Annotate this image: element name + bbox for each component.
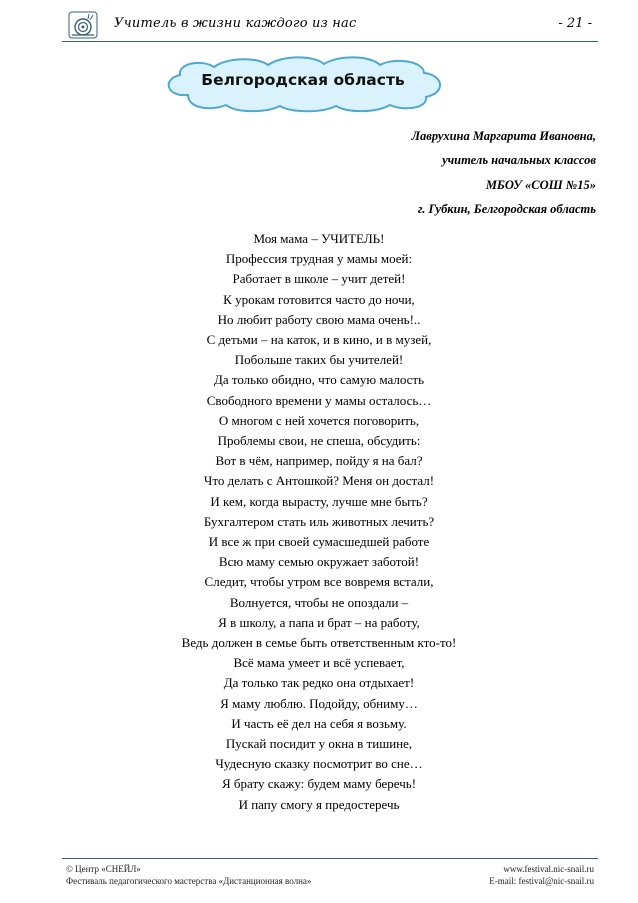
page-number: - 21 - <box>558 16 592 31</box>
poem-line: И часть её дел на себя я возьму. <box>231 715 407 731</box>
poem-line: Да только обидно, что самую малость <box>213 372 425 388</box>
poem-line: Вот в чём, например, пойду я на бал? <box>215 453 423 469</box>
author-city: г. Губкин, Белгородская область <box>417 202 596 217</box>
footer-right <box>489 863 594 887</box>
poem-line: Пускай посидит у окна в тишине, <box>225 736 413 752</box>
poem-line: Побольше таких бы учителей! <box>234 352 404 368</box>
header-divider <box>62 41 598 42</box>
poem-line: Профессия трудная у мамы моей: <box>225 251 413 267</box>
footer-festival: Фестиваль педагогического мастерства «Дистанционная волна» <box>66 876 312 886</box>
poem-line: Да только так редко она отдыхает! <box>223 675 415 691</box>
poem-line: И кем, когда вырасту, лучше мне быть? <box>210 493 428 509</box>
footer-email-link[interactable]: E-mail: festival@nic-snail.ru <box>489 876 594 886</box>
snail-logo-icon <box>68 11 98 39</box>
footer-divider <box>62 858 598 859</box>
poem-line: Волнуется, чтобы не опоздали – <box>229 594 409 610</box>
poem-line: Проблемы свои, не спеша, обсудить: <box>217 433 421 449</box>
author-block <box>411 124 596 222</box>
poem-line: Я в школу, а папа и брат – на работу, <box>218 614 420 630</box>
author-position: учитель начальных классов <box>442 153 596 168</box>
poem-line: Я брату скажу: будем маму беречь! <box>221 776 417 792</box>
footer-website-link[interactable]: www.festival.nic-snail.ru <box>503 864 594 874</box>
poem-line: Моя мама – УЧИТЕЛЬ! <box>253 231 385 246</box>
region-title: Белгородская область <box>201 71 405 89</box>
poem-line: И все ж при своей сумасшедшей работе <box>208 534 430 550</box>
poem-line: Я маму люблю. Подойду, обниму… <box>220 695 418 711</box>
running-title: Учитель в жизни каждого из нас <box>114 16 357 31</box>
poem-line: К урокам готовится часто до ночи, <box>223 291 415 307</box>
page-header <box>62 8 598 42</box>
poem-line: Но любит работу свою мама очень!.. <box>217 311 421 327</box>
poem-line: Следит, чтобы утром все вовремя встали, <box>204 574 434 590</box>
footer-left <box>66 863 311 887</box>
poem-line: Ведь должен в семье быть ответственным кто-то! <box>181 635 457 651</box>
poem-line: Свободного времени у мамы осталось… <box>206 392 432 408</box>
poem-line: Что делать с Антошкой? Меня он достал! <box>203 473 435 489</box>
poem-line: Всё мама умеет и всё успевает, <box>233 655 405 671</box>
poem <box>0 229 638 815</box>
poem-line: Работает в школе – учит детей! <box>232 271 406 287</box>
poem-line: С детьми – на каток, и в кино, и в музей, <box>206 332 432 348</box>
poem-line: И папу смогу я предостеречь <box>238 796 400 812</box>
author-name: Лаврухина Маргарита Ивановна, <box>411 129 596 143</box>
poem-line: Чудесную сказку посмотрит во сне… <box>215 756 423 772</box>
author-school: МБОУ «СОШ №15» <box>485 177 596 192</box>
poem-line: О многом с ней хочется поговорить, <box>218 412 420 428</box>
footer-copyright: © Центр «СНЕЙЛ» <box>66 864 141 874</box>
poem-line: Бухгалтером стать иль животных лечить? <box>203 513 435 529</box>
region-cloud <box>158 55 448 113</box>
poem-line: Всю маму семью окружает заботой! <box>218 554 420 570</box>
